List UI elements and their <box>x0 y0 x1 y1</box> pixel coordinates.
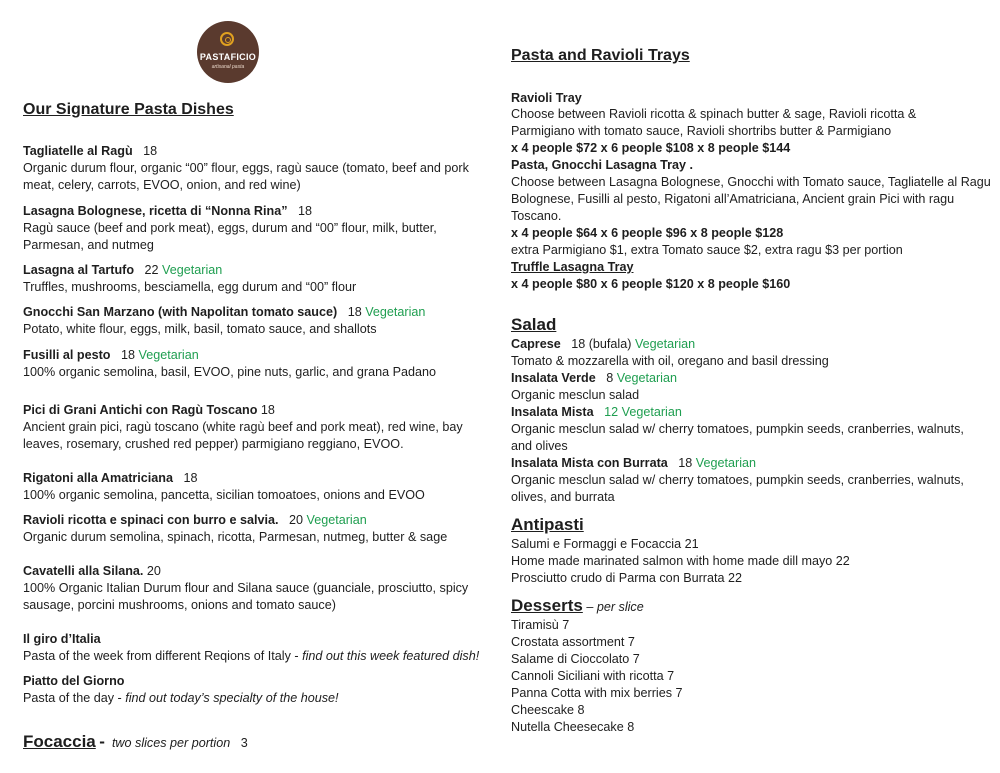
ravioli-tray-prices: x 4 people $72 x 6 people $108 x 8 people $144 <box>511 141 791 155</box>
salad-heading: Salad <box>511 315 557 334</box>
vegetarian-badge: Vegetarian <box>621 405 682 419</box>
salad-item-title: Insalata Mista con Burrata 18 Vegetarian <box>511 456 757 470</box>
ravioli-tray-title: Ravioli Tray <box>511 91 582 105</box>
truffle-tray-prices: x 4 people $80 x 6 people $120 x 8 people $160 <box>511 277 791 291</box>
dessert-item: Cannoli Siciliani with ricotta 7 <box>511 669 675 683</box>
logo-tagline: artisanal pasta <box>211 64 245 70</box>
vegetarian-badge: Vegetarian <box>634 337 696 351</box>
menu-item-desc: Potato, white flour, eggs, milk, basil, tomato sauce, and shallots <box>23 322 377 336</box>
piatto-giorno-desc: Pasta of the day - find out today’s specialty of the house! <box>23 691 339 705</box>
menu-item-desc: Truffles, mushrooms, besciamella, egg durum and “00” flour <box>23 280 357 294</box>
menu-item-title: Lasagna Bolognese, ricetta di “Nonna Rina” 18 <box>23 204 313 218</box>
menu-item-desc: Ragù sauce (beef and pork meat), eggs, durum and “00” flour, milk, butter, Parmesan, and nutmeg <box>23 221 437 252</box>
antipasti-heading: Antipasti <box>511 515 584 534</box>
truffle-tray-title: Truffle Lasagna Tray <box>511 260 634 274</box>
focaccia-heading: Focaccia <box>23 732 96 751</box>
trays-heading: Pasta and Ravioli Trays <box>511 47 690 64</box>
menu-item-desc: 100% Organic Italian Durum flour and Silana sauce (guanciale, prosciutto, spicy sausage, porcini mushrooms, onions and tomato sauce) <box>23 581 469 612</box>
salad-item-desc: Organic mesclun salad w/ cherry tomatoes, pumpkin seeds, cranberries, walnuts, olives, and burrata <box>511 473 964 504</box>
vegetarian-badge: Vegetarian <box>306 513 367 527</box>
menu-item-title: Gnocchi San Marzano (with Napolitan tomato sauce) 18 Vegetarian <box>23 305 426 319</box>
vegetarian-badge: Vegetarian <box>695 456 757 470</box>
menu-item-desc: Organic durum semolina, spinach, ricotta, Parmesan, nutmeg, butter & sage <box>23 530 448 544</box>
vegetarian-badge: Vegetarian <box>616 371 677 385</box>
vegetarian-badge: Vegetarian <box>138 348 199 362</box>
dessert-item: Cheescake 8 <box>511 703 585 717</box>
dessert-item: Crostata assortment 7 <box>511 635 635 649</box>
signature-heading: Our Signature Pasta Dishes <box>23 101 234 118</box>
lasagna-tray-desc: Choose between Lasagna Bolognese, Gnocchi with Tomato sauce, Tagliatelle al Ragu Bolognese, Fusilli al pesto, Rigatoni all’Amatriciana, Ancient grain Pici with ragu Toscano. <box>511 175 991 223</box>
focaccia-line: Focaccia - two slices per portion 3 <box>23 732 248 751</box>
focaccia-price: 3 <box>240 736 248 750</box>
salad-item-title: Insalata Verde 8 Vegetarian <box>511 371 677 385</box>
lasagna-tray-prices: x 4 people $64 x 6 people $96 x 8 people $128 <box>511 226 784 240</box>
menu-item-title: Pici di Grani Antichi con Ragù Toscano 18 <box>23 403 275 417</box>
menu-item-desc: Ancient grain pici, ragù toscano (white ragù beef and pork meat), red wine, bay leaves, rosemary, crushed red pepper) parmigiano reggiano, EVOO. <box>23 420 463 451</box>
menu-item-desc: 100% organic semolina, basil, EVOO, pine nuts, garlic, and grana Padano <box>23 365 437 379</box>
salad-item-title: Caprese 18 (bufala) Vegetarian <box>511 337 696 351</box>
desserts-note: – per slice <box>586 600 644 614</box>
salad-item-desc: Organic mesclun salad <box>511 388 640 402</box>
antipasti-item: Prosciutto crudo di Parma con Burrata 22 <box>511 571 742 585</box>
pasta-swirl-icon <box>220 32 234 46</box>
menu-item-title: Tagliatelle al Ragù 18 <box>23 144 158 158</box>
lasagna-tray-title: Pasta, Gnocchi Lasagna Tray . <box>511 158 693 172</box>
dessert-item: Panna Cotta with mix berries 7 <box>511 686 683 700</box>
antipasti-item: Salumi e Formaggi e Focaccia 21 <box>511 537 699 551</box>
lasagna-tray-extras: extra Parmigiano $1, extra Tomato sauce $2, extra ragu $3 per portion <box>511 243 903 257</box>
dessert-item: Salame di Cioccolato 7 <box>511 652 640 666</box>
desserts-heading: Desserts <box>511 596 583 615</box>
menu-item-title: Ravioli ricotta e spinaci con burro e salvia. 20 Vegetarian <box>23 513 367 527</box>
vegetarian-badge: Vegetarian <box>162 263 223 277</box>
logo-name: PASTAFICIO <box>199 52 257 62</box>
giro-italia-desc: Pasta of the week from different Reqions of Italy - find out this week featured dish! <box>23 649 480 663</box>
dessert-item: Nutella Cheesecake 8 <box>511 720 635 734</box>
piatto-giorno-title: Piatto del Giorno <box>23 674 125 688</box>
salad-item-title: Insalata Mista 12 Vegetarian <box>511 405 682 419</box>
desserts-heading-line <box>511 596 644 617</box>
menu-item-title: Fusilli al pesto 18 Vegetarian <box>23 348 199 362</box>
menu-item-title: Rigatoni alla Amatriciana 18 <box>23 471 198 485</box>
salad-item-desc: Tomato & mozzarella with oil, oregano and basil dressing <box>511 354 829 368</box>
dessert-item: Tiramisù 7 <box>511 618 570 632</box>
menu-item-desc: Organic durum flour, organic “00” flour, eggs, ragù sauce (tomato, beef and pork meat, celery, carrots, EVOO, onion, and red wine) <box>23 161 469 192</box>
menu-item-title: Lasagna al Tartufo 22 Vegetarian <box>23 263 223 277</box>
salad-item-desc: Organic mesclun salad w/ cherry tomatoes, pumpkin seeds, cranberries, walnuts, and olives <box>511 422 964 453</box>
focaccia-note: two slices per portion <box>111 736 231 750</box>
ravioli-tray-desc: Choose between Ravioli ricotta & spinach butter & sage, Ravioli ricotta & Parmigiano with tomato sauce, Ravioli shortribs butter & Parmigiano <box>511 107 917 138</box>
giro-italia-title: Il giro d’Italia <box>23 632 101 646</box>
menu-item-title: Cavatelli alla Silana. 20 <box>23 564 161 578</box>
menu-item-desc: 100% organic semolina, pancetta, sicilian tomoatoes, onions and EVOO <box>23 488 425 502</box>
vegetarian-badge: Vegetarian <box>365 305 426 319</box>
antipasti-item: Home made marinated salmon with home made dill mayo 22 <box>511 554 850 568</box>
pastaficio-logo <box>197 21 259 83</box>
